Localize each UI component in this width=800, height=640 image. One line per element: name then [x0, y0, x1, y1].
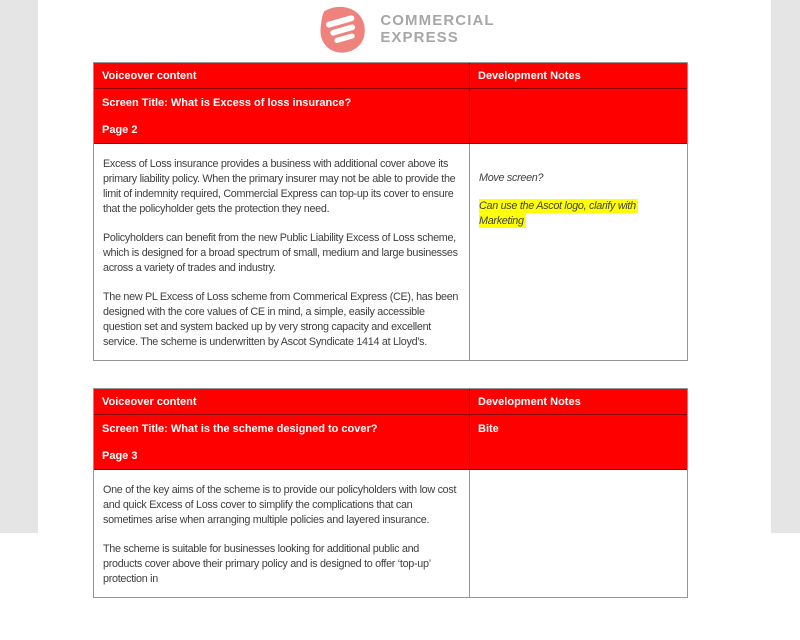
screen-title-row: [94, 89, 687, 144]
voiceover-paragraph: The new PL Excess of Loss scheme from Commerical Express (CE), has been designed with the core values of CE in mind, a simple, easily accessible question set and system backed up by very strong capacity and excellent service. The scheme is underwritten by Ascot Syndicate 1414 at Lloyd’s.: [103, 291, 459, 348]
logo-text-line1: COMMERCIAL: [380, 12, 495, 29]
screen-title: Screen Title: What is Excess of loss insurance?: [102, 97, 352, 109]
voiceover-paragraph: Policyholders can benefit from the new Public Liability Excess of Loss scheme, which is designed for a broad spectrum of small, medium and large businesses across a variety of trades and industry.: [103, 232, 458, 274]
header-cell-devnotes: Development Notes: [470, 389, 687, 415]
screen-title-note-cell: Bite: [470, 415, 687, 470]
table-body-row: [94, 470, 687, 597]
dev-note: Move screen?: [479, 172, 544, 184]
document-page: [38, 0, 771, 640]
screen-title-cell: [94, 415, 470, 470]
voiceover-cell: [94, 470, 470, 597]
logo-text-line2: EXPRESS: [380, 29, 459, 46]
voiceover-table-page3: [93, 388, 688, 598]
dev-notes-cell: [470, 470, 687, 597]
wing-teardrop-icon: [314, 4, 371, 55]
page-label: Page 3: [102, 450, 138, 462]
voiceover-paragraph: One of the key aims of the scheme is to provide our policyholders with low cost and quick Excess of Loss cover to simplify the complications that can sometimes arise when arranging multiple policies and layered insurance.: [103, 484, 457, 526]
table-header-row: [94, 63, 687, 89]
voiceover-cell: [94, 144, 470, 360]
table-header-row: [94, 389, 687, 415]
logo-wordmark: [380, 12, 494, 46]
screen-title-row: [94, 415, 687, 470]
screen-title: Screen Title: What is the scheme designed to cover?: [102, 423, 378, 435]
table-body-row: [94, 144, 687, 360]
header-cell-voiceover: Voiceover content: [94, 389, 470, 415]
dev-notes-cell: [470, 144, 687, 360]
screen-title-cell: [94, 89, 470, 144]
voiceover-paragraph: The scheme is suitable for businesses looking for additional public and products cover above their primary policy and is designed to offer ‘top-up’ protection in: [103, 543, 431, 585]
voiceover-table-page2: [93, 62, 688, 361]
screen-title-note-cell: [470, 89, 687, 144]
voiceover-paragraph: Excess of Loss insurance provides a business with additional cover above its primary liability policy. When the primary insurer may not be able to provide the limit of indemnity required, Commercial Express can top-up its cover to ensure that the policyholder gets the protection they need.: [103, 158, 456, 215]
page-label: Page 2: [102, 124, 138, 136]
dev-note-highlighted: [479, 199, 678, 229]
logo: [38, 0, 771, 55]
header-cell-voiceover: Voiceover content: [94, 63, 470, 89]
header-cell-devnotes: Development Notes: [470, 63, 687, 89]
highlight: Can use the Ascot logo, clarify with Marketing: [479, 200, 636, 227]
